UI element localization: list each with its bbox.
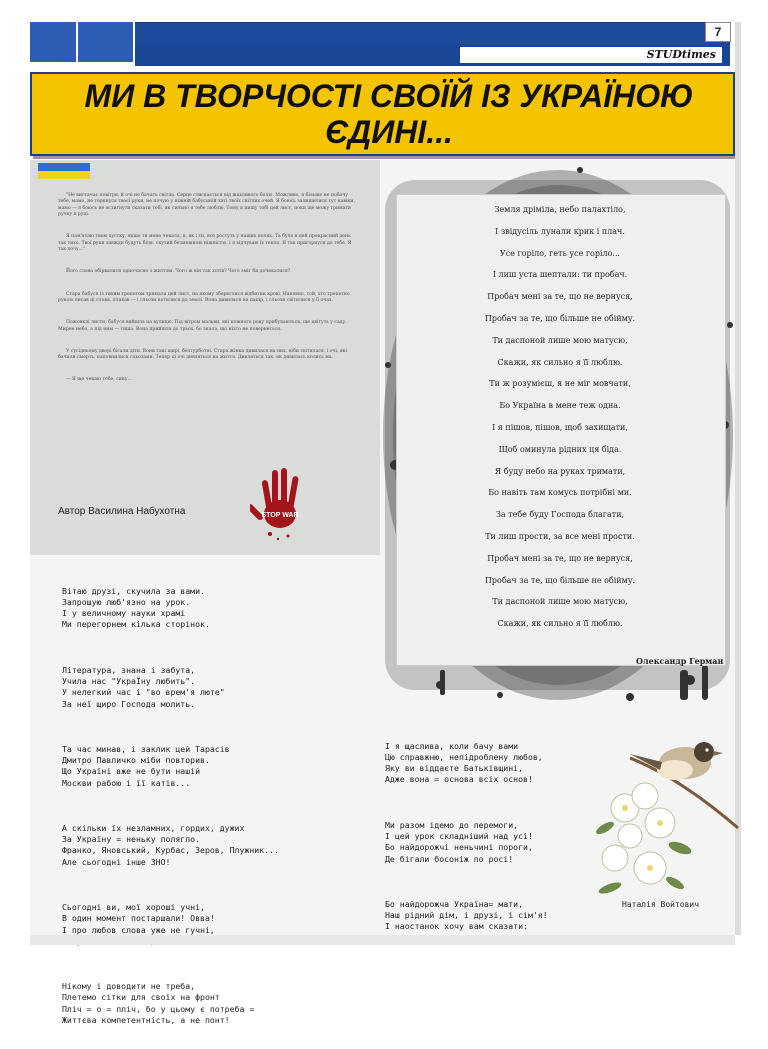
- poem-line: Усе горіло, геть усе горіло...: [499, 248, 621, 258]
- stanza: Ми разом ідемо до перемоги, І цей урок складніший над усі! Бо найдорожчі неньчині пороги, Де бігали босоніж по росі!: [385, 819, 533, 864]
- poem-line: І лиш уста шептали: ти пробач.: [492, 270, 628, 280]
- letter-paragraph: — Я ще чекаю тебе, сину...: [66, 377, 132, 383]
- poem-line: Я буду небо на руках тримати,: [494, 466, 626, 476]
- letter-paragraph: Пожовклі листи, бабуся вийшла на вулицю. Під вітром мальви, які кожного року прибуваються, ще цвітуть у саду. Мирне небо, а під ним — тиша. Вона прийшла до трьох, бо знала, що ніхто не повернеться.: [58, 320, 349, 332]
- poem-line: Скажи, як сильно я її люблю.: [497, 357, 623, 367]
- letter-paragraph: Я пам'ятаю твою хустку, якщо ти мене чекала, я, як і ти, все ростуть у наших полях. Та було в цей прекрасний день так тихо. Твої руки завжди будуть біля, скутий безмежною ніжністю, і я відчуваю їх тепло. Я так пригорнуся до тебе. Я так хочу...": [58, 234, 353, 253]
- poem-line: Пробач за те, що більше не обійму.: [484, 575, 636, 585]
- stanza: Бо найдорожча Україна= мати, Наш рідний дім, і друзі, і сім'я! І наостанок хочу вам сказати:: [385, 898, 548, 932]
- poem-line: За тебе буду Господа благати,: [495, 510, 625, 520]
- page-number: 7: [705, 22, 731, 42]
- poem-line: Ти даспоной лише мою матусю,: [492, 597, 628, 607]
- stanza: І я щаслива, коли бачу вами Цю справжню, непідроблену любов, Яку ви віддаєте Батьківщині, Адже вона = основа всіх основ!: [385, 740, 543, 785]
- poem-line: Щоб оминула рідних ця біда.: [498, 444, 622, 454]
- letter-paragraph: Стара бабуся із тихим трепетом тримала цей лист, на якому збереглися відбитки крові. Напевно, той, хто трепетно рукою писав ці слова, плакав — і сльози котилися до землі. Вона дивилася на папір, і сльози світилися у її очах.: [58, 291, 352, 303]
- poem-line: Ти ж розумієш, я не міг мовчати,: [489, 379, 631, 389]
- bird-flowers-illustration: [590, 718, 740, 908]
- header-segment: [30, 22, 78, 62]
- poem-line: Земля дріміла, небо палахтіло,: [494, 205, 626, 214]
- poem-line: Ти даспоной лише мою матусю,: [492, 335, 628, 345]
- poem-line: Ти лиш прости, за все мені прости.: [485, 531, 635, 541]
- stanza: Та час минав, і заклик цей Тарасів Дмитро Павличко міби повторив. Що Україні вже не бути нашій Москви рабою і її катів...: [62, 743, 230, 788]
- poem-right: [398, 204, 722, 640]
- letter-paragraph: "Не вистачає повітря, й очі не бачать світла. Серце стискається від жахливого болю. Можливо, я більше не побачу тебе, мамо, не торкнуся твоєї руки, не почую у ніжній бабусиній хаті твоїх світлих очей. Я боюсь залишитися тут навіки, мамо — я боюсь не встигнути сказати тобі, як сильно я тебе люблю. Тому я пишу тобі цей лист, поки ще можу тримати ручку в руці.: [58, 192, 357, 218]
- stanza: А скільки їх незламних, гордих, дужих За Україну = неньку полягло. Франко, Яновський, Курбас, Зеров, Плужник... Але сьогодні інше ЗНО!: [62, 822, 279, 867]
- stanza: Вітаю друзі, скучила за вами. Запрошую люб'язно на урок. І у величному науки храмі Ми перегорнем кілька сторінок.: [62, 585, 210, 630]
- poem-line: І я пішов, пішов, щоб захищати,: [492, 422, 628, 432]
- stanza: Нікому і доводити не треба, Плетемо сітки для своїх на фронт Пліч = о = пліч, бо у цьому є потреба = Життєва компетентність, а не понт!: [62, 980, 255, 1025]
- poem-line: Бо навіть там комусь потрібні ми.: [488, 488, 632, 498]
- poem-left: [62, 563, 279, 1049]
- poem-right-author: Олександр Герман: [636, 656, 724, 666]
- stanza: Література, знана і забута, Учила нас "УкраЇну любить". У нелегкий час і "во врем'я люте" За неї щиро Господа молить.: [62, 664, 225, 709]
- poem-line: І звідусіль лунали крик і плач.: [495, 226, 625, 236]
- stop-war-hand-icon: [250, 462, 310, 542]
- poem-bottom-right-author: Наталія Войтович: [622, 900, 700, 909]
- page-title: МИ В ТВОРЧОСТІ СВОЇЙ ІЗ УКРАЇНОЮ ЄДИНІ...: [84, 78, 694, 150]
- header-segment: [78, 22, 135, 62]
- stanza: Сьогодні ви, мої хороші учні, В один момент постаршали! Овва! І про любов слова уже не гучні,: [62, 901, 215, 935]
- brand-name: STUDtimes: [460, 47, 722, 63]
- poem-line: Бо Україна в мене теж одна.: [499, 401, 621, 411]
- poem-line: Пробач за те, що більше не обійму.: [484, 313, 636, 323]
- poem-line: Пробач мені за те, що не вернуся,: [487, 553, 633, 563]
- letter-paragraph: У сусідньому дворі бігали діти. Вони такі щирі, безтурботні. Стара жінка дивилася на них, ніби світилася, і очі, які бачили смерть, наповнилися сльозами. Тепер ці очі дивляться на життя. Дивляться так, як дивилась колись ма.: [58, 348, 349, 361]
- stop-war-label: STOP WAR: [261, 512, 299, 519]
- letter-text: [58, 180, 358, 393]
- poem-line: Пробач мені за те, що не вернуся,: [487, 292, 633, 302]
- letter-paragraph: Його слова обірвалися одночасно з життям. Чого ж він так хотів? Чого зміг би дочекатися?: [66, 269, 291, 275]
- ukraine-flag-icon: [38, 163, 90, 179]
- footer-band: [30, 935, 735, 945]
- poem-line: Скажи, як сильно я її люблю.: [497, 619, 623, 629]
- poem-bottom-right: [385, 718, 548, 967]
- letter-author: Автор Василина Набухотна: [58, 506, 186, 517]
